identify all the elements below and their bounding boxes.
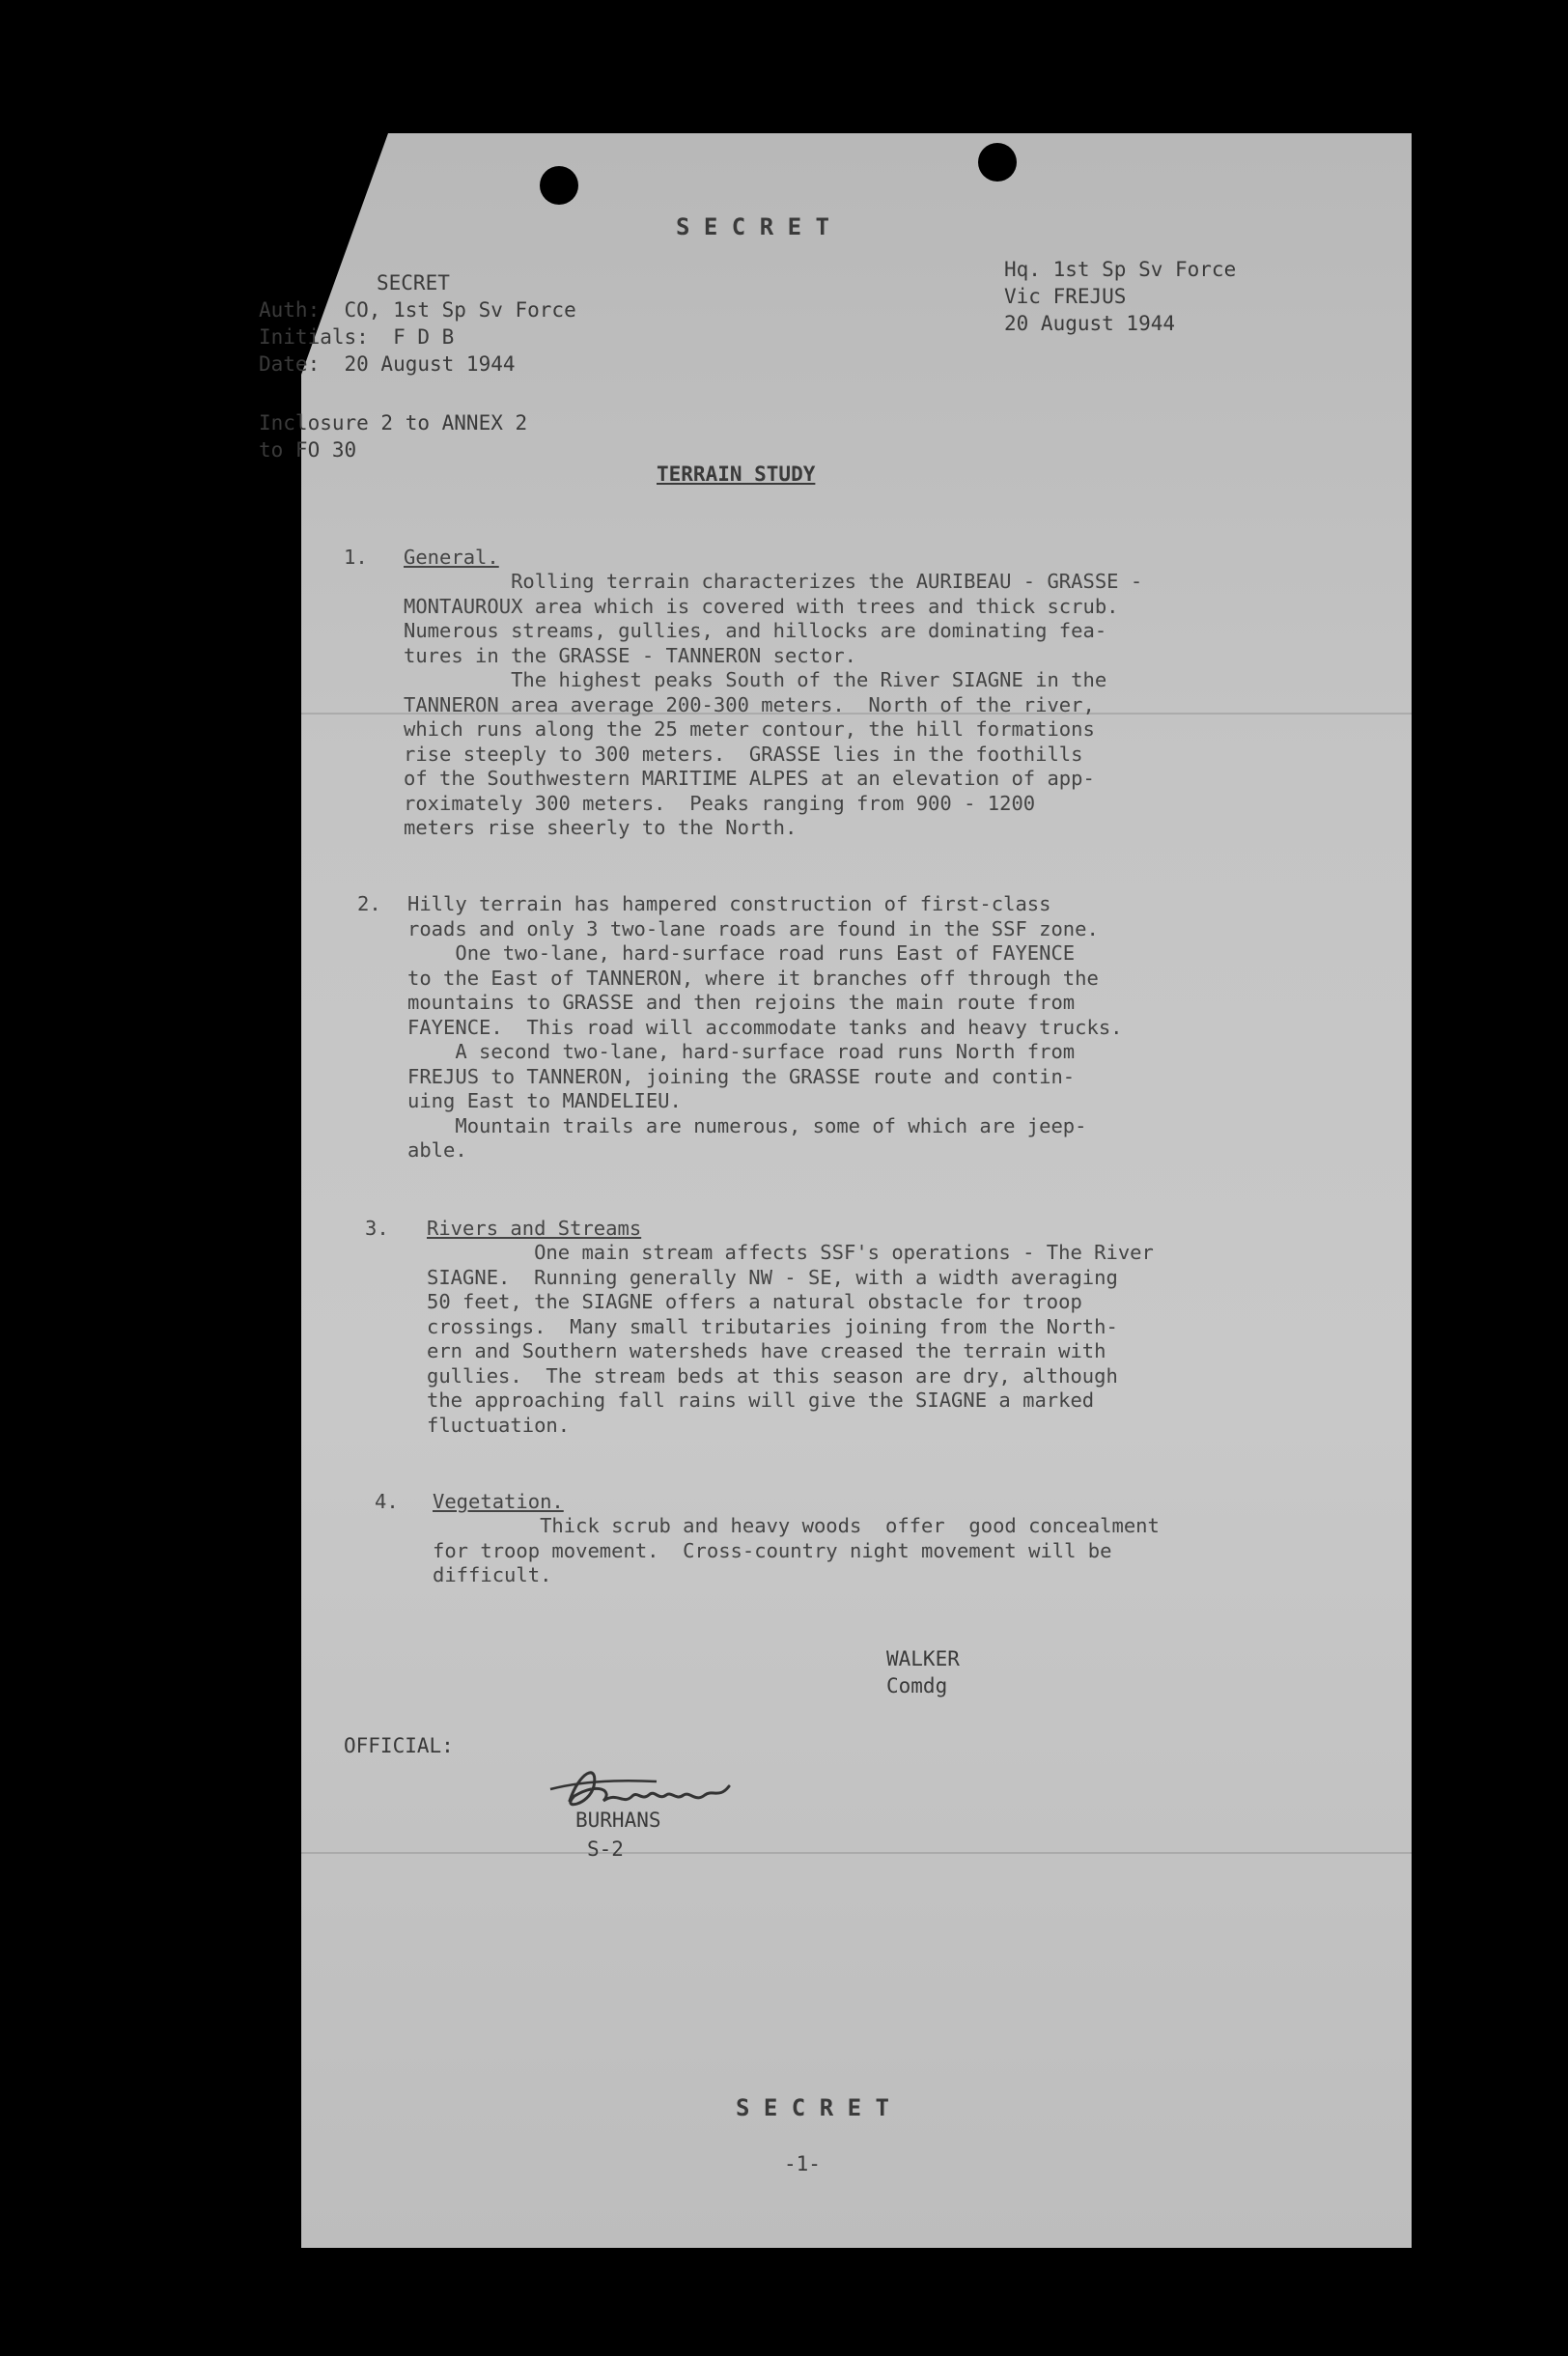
section-heading: Rivers and Streams <box>427 1217 642 1240</box>
body-line: ern and Southern watersheds have creased the terrain with <box>427 1339 1106 1362</box>
section-heading: General. <box>404 546 499 569</box>
body-line: SIAGNE. Running generally NW - SE, with a width averaging <box>427 1265 1118 1289</box>
body-line: A second two-lane, hard-surface road runs North from <box>407 1040 1076 1063</box>
initials-line: Initials: F D B <box>259 325 455 349</box>
punch-hole <box>978 143 1017 182</box>
body-line: Rolling terrain characterizes the AURIBEAU - GRASSE - <box>404 570 1143 593</box>
body-line: crossings. Many small tributaries joining from the North- <box>427 1314 1118 1338</box>
body-line: FREJUS to TANNERON, joining the GRASSE route and contin- <box>407 1064 1076 1088</box>
fold-line <box>301 1852 1412 1854</box>
page-number: -1- <box>784 2152 821 2175</box>
body-line: which runs along the 25 meter contour, the hill formations <box>404 717 1095 741</box>
date-line: Date: 20 August 1944 <box>259 352 516 376</box>
official-title: S-2 <box>587 1837 624 1861</box>
auth-classification: SECRET <box>377 271 450 294</box>
body-line: roximately 300 meters. Peaks ranging from 900 - 1200 <box>404 791 1036 815</box>
body-line: uing East to MANDELIEU. <box>407 1089 682 1112</box>
body-line: 50 feet, the SIAGNE offers a natural obstacle for troop <box>427 1290 1082 1313</box>
body-line: rise steeply to 300 meters. GRASSE lies in the foothills <box>404 742 1083 766</box>
body-line: meters rise sheerly to the North. <box>404 816 798 839</box>
inclosure-line: to FO 30 <box>259 438 357 462</box>
section-number: 2. <box>357 892 381 915</box>
location-line: Vic FREJUS <box>1004 285 1127 308</box>
inclosure-line: Inclosure 2 to ANNEX 2 <box>259 411 528 435</box>
body-line: Numerous streams, gullies, and hillocks are dominating fea- <box>404 619 1107 642</box>
official-name: BURHANS <box>575 1809 661 1832</box>
body-line: tures in the GRASSE - TANNERON sector. <box>404 643 856 667</box>
classification-bottom: S E C R E T <box>736 2094 889 2121</box>
body-line: for troop movement. Cross-country night movement will be <box>433 1538 1112 1562</box>
body-line: The highest peaks South of the River SIAGNE in the <box>404 668 1107 691</box>
hq-line: Hq. 1st Sp Sv Force <box>1004 258 1237 281</box>
auth-line: Auth: CO, 1st Sp Sv Force <box>259 298 576 322</box>
body-line: Thick scrub and heavy woods offer good concealment <box>433 1514 1160 1537</box>
body-line: MONTAUROUX area which is covered with trees and thick scrub. <box>404 594 1119 618</box>
body-line: to the East of TANNERON, where it branches off through the <box>407 966 1099 990</box>
section-number: 1. <box>344 546 368 569</box>
body-line: Mountain trails are numerous, some of which are jeep- <box>407 1113 1087 1137</box>
official-label: OFFICIAL: <box>344 1734 454 1757</box>
body-line: FAYENCE. This road will accommodate tanks and heavy trucks. <box>407 1015 1123 1039</box>
body-line: mountains to GRASSE and then rejoins the main route from <box>407 991 1076 1014</box>
punch-hole <box>540 166 578 205</box>
body-line: difficult. <box>433 1563 552 1586</box>
body-line: fluctuation. <box>427 1413 571 1437</box>
body-line: One two-lane, hard-surface road runs East of FAYENCE <box>407 941 1076 965</box>
body-line: the approaching fall rains will give the SIAGNE a marked <box>427 1388 1095 1412</box>
section-number: 4. <box>375 1490 399 1513</box>
hq-date-line: 20 August 1944 <box>1004 312 1176 335</box>
body-line: gullies. The stream beds at this season are dry, although <box>427 1363 1118 1388</box>
body-line: able. <box>407 1138 467 1162</box>
body-line: TANNERON area average 200-300 meters. North of the river, <box>404 692 1095 716</box>
body-line: of the Southwestern MARITIME ALPES at an elevation of app- <box>404 767 1095 790</box>
commander-name: WALKER <box>886 1647 960 1670</box>
section-number: 3. <box>365 1217 389 1240</box>
body-line: roads and only 3 two-lane roads are found in the SSF zone. <box>407 916 1099 940</box>
document-title: TERRAIN STUDY <box>657 463 816 486</box>
section-heading: Vegetation. <box>433 1490 564 1513</box>
body-line: One main stream affects SSF's operations - The River <box>427 1241 1154 1264</box>
commander-title: Comdg <box>886 1674 948 1697</box>
classification-top: S E C R E T <box>676 213 829 240</box>
body-line: Hilly terrain has hampered construction of first-class <box>407 892 1051 915</box>
document-page <box>301 133 1412 2248</box>
